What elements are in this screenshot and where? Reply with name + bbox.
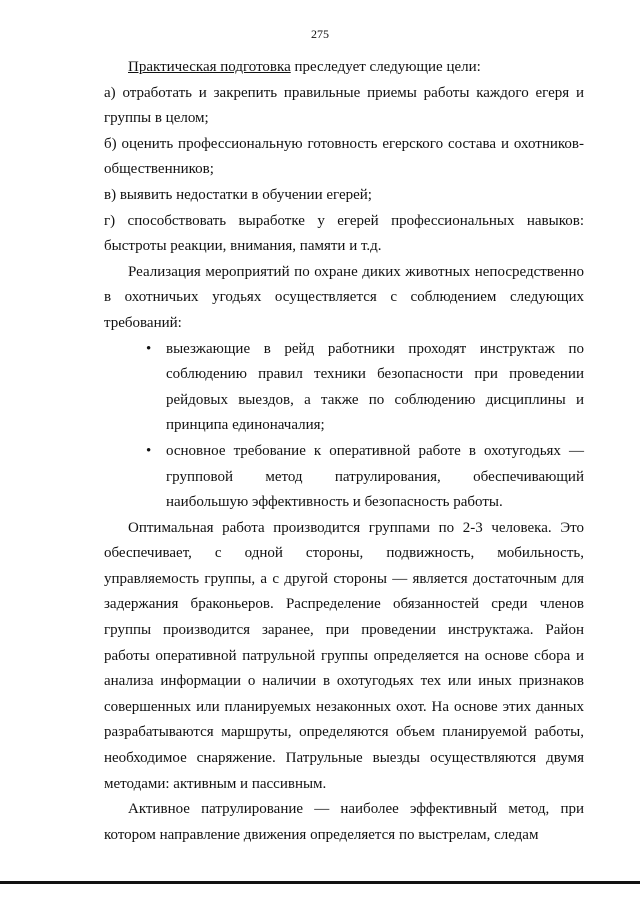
- bottom-divider: [0, 881, 640, 884]
- intro-underlined-term: Практическая подготовка: [128, 59, 291, 75]
- goal-item: г) способствовать выработке у егерей профессиональных навыков: быстроты реакции, внимания, памяти и т.д.: [104, 212, 584, 255]
- active-patrol-paragraph: Активное патрулирование — наиболее эффективный метод, при котором направление движения определяется по выстрелам, следам: [104, 801, 584, 843]
- requirement-text: основное требование к оперативной работе в охотугодьях — групповой метод патрулирования, обеспечивающий наибольшую эффективность и безопасность работы.: [166, 442, 584, 511]
- bullet-icon: •: [146, 442, 152, 459]
- intro-paragraph: [104, 55, 584, 81]
- bullet-icon: •: [146, 340, 152, 357]
- goal-item: в) выявить недостатки в обучении егерей;: [104, 186, 372, 203]
- page-content: [104, 55, 584, 848]
- goal-item: а) отработать и закрепить правильные приемы работы каждого егеря и группы в целом;: [104, 84, 584, 127]
- groups-paragraph: Оптимальная работа производится группами по 2-3 человека. Это обеспечивает, с одной стороны, подвижность, мобильность, управляемость группы, а с другой стороны — является достаточным для задержания браконьеров. Распределение обязанностей среди членов группы производится заранее, при проведении инструктажа. Район работы оперативной патрульной группы определяется на основе сбора и анализа информации о наличии в охотугодьях тех или иных признаков совершенных или планируемых незаконных охот. На основе этих данных разрабатываются маршруты, определяются объем планируемой работы, необходимое снаряжение. Патрульные выезды осуществляются двумя методами: активным и пассивным.: [104, 519, 584, 792]
- intro-rest: преследует следующие цели:: [290, 59, 481, 75]
- requirements-list: [104, 337, 584, 516]
- requirement-item: [104, 439, 584, 516]
- goal-item: б) оценить профессиональную готовность егерского состава и охотников-общественников;: [104, 135, 584, 178]
- requirement-item: [104, 337, 584, 439]
- requirement-text: выезжающие в рейд работники проходят инструктаж по соблюдению правил техники безопасности при проведении рейдовых выездов, а также по соблюдению дисциплины и принципа единоначалия;: [166, 340, 584, 434]
- requirements-intro: Реализация мероприятий по охране диких животных непосредственно в охотничьих угодьях осуществляется с соблюдением следующих требований:: [104, 263, 584, 331]
- page-number: 275: [311, 27, 329, 41]
